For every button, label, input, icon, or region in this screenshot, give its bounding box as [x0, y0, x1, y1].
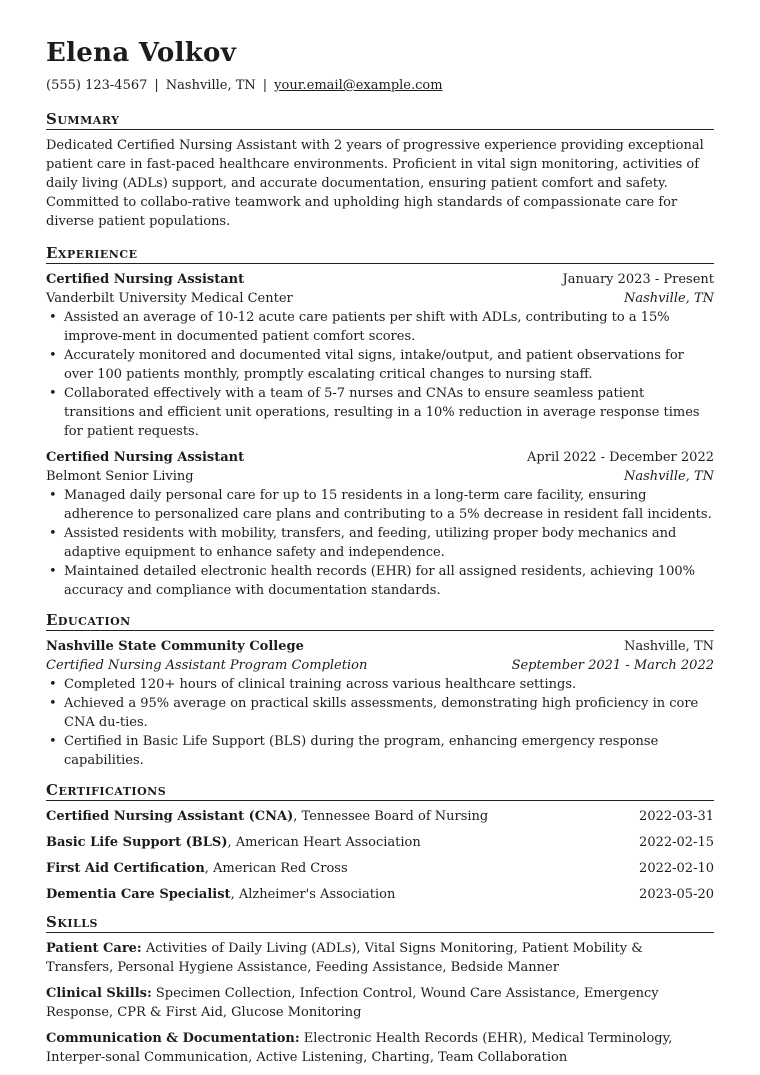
job-title: Certified Nursing Assistant [46, 272, 245, 287]
skill-group-list: Activities of Daily Living (ADLs), Vital Signs Monitoring, Patient Mobility & Transfers, Personal Hygiene Assistance, Feeding Assistance, Bedside Manner [46, 941, 643, 975]
job-bullet: • Accurately monitored and documented vital signs, intake/output, and patient observations for over 100 patients monthly, promptly escalating critical changes to nursing staff. [64, 346, 714, 384]
job-location: Nashville, TN [624, 469, 714, 484]
certification-name: First Aid Certification [46, 861, 205, 876]
certification-date: 2022-03-31 [639, 809, 714, 824]
skill-group [46, 939, 714, 977]
job-bullets [46, 486, 714, 600]
program-name: Certified Nursing Assistant Program Completion [46, 658, 368, 673]
skill-group-list: Specimen Collection, Infection Control, Wound Care Assistance, Emergency Response, CPR & First Aid, Glucose Monitoring [46, 986, 659, 1020]
school-name: Nashville State Community College [46, 639, 304, 654]
job-bullet: • Assisted an average of 10-12 acute care patients per shift with ADLs, contributing to a 15% improve-ment in documented patient comfort scores. [64, 308, 714, 346]
location: Nashville, TN [165, 78, 256, 93]
job-entry [46, 448, 714, 600]
job-title: Certified Nursing Assistant [46, 450, 245, 465]
job-subheader [46, 467, 714, 486]
candidate-name: Elena Volkov [46, 38, 237, 68]
job-header [46, 448, 714, 467]
experience-heading: Experience [46, 243, 714, 264]
job-bullet: • Assisted residents with mobility, transfers, and feeding, utilizing proper body mechanics and adaptive equipment to enhance safety and independence. [64, 524, 714, 562]
job-subheader [46, 289, 714, 308]
education-bullets [46, 675, 714, 770]
certification-name: Dementia Care Specialist [46, 887, 231, 902]
contact-line [46, 77, 714, 95]
certification-item [46, 885, 714, 904]
school-location: Nashville, TN [624, 639, 714, 654]
skill-group-label: Clinical Skills: [46, 986, 152, 1001]
job-bullet: • Maintained detailed electronic health records (EHR) for all assigned residents, achieving 100% accuracy and compliance with documentation standards. [64, 562, 714, 600]
contact-separator: | [154, 78, 159, 93]
certifications-heading: Certifications [46, 780, 714, 801]
certification-issuer: , Alzheimer's Association [230, 887, 396, 902]
job-dates: April 2022 - December 2022 [527, 450, 714, 465]
education-heading: Education [46, 610, 714, 631]
summary-heading: Summary [46, 109, 714, 130]
certification-name: Basic Life Support (BLS) [46, 835, 228, 850]
job-location: Nashville, TN [624, 291, 714, 306]
skill-group-list: Electronic Health Records (EHR), Medical Terminology, Interper-sonal Communication, Active Listening, Charting, Team Collaboration [46, 1031, 673, 1065]
job-bullet: • Collaborated effectively with a team of 5-7 nurses and CNAs to ensure seamless patient transitions and efficient unit operations, resulting in a 10% reduction in average response times for patient requests. [64, 384, 714, 441]
job-dates: January 2023 - Present [562, 272, 714, 287]
job-entry [46, 270, 714, 441]
skill-group-label: Communication & Documentation: [46, 1031, 300, 1046]
employer: Belmont Senior Living [46, 469, 194, 484]
summary-text: Dedicated Certified Nursing Assistant with 2 years of progressive experience providing exceptional patient care in fast-paced healthcare environments. Proficient in vital sign monitoring, activities of daily living (ADLs) support, and accurate documentation, ensuring patient comfort and safety. Committed to collabo-rative teamwork and upholding high standards of compassionate care for diverse patient populations. [46, 138, 704, 229]
education-subheader [46, 656, 714, 675]
skill-group [46, 1029, 714, 1067]
certification-item [46, 833, 714, 852]
resume-page [46, 36, 714, 1067]
certification-item [46, 807, 714, 826]
certification-item [46, 859, 714, 878]
education-entry [46, 637, 714, 770]
job-bullet: • Managed daily personal care for up to 15 residents in a long-term care facility, ensuring adherence to personalized care plans and contributing to a 5% decrease in resident fall incidents. [64, 486, 714, 524]
certification-date: 2022-02-10 [639, 861, 714, 876]
certification-date: 2022-02-15 [639, 835, 714, 850]
job-bullets [46, 308, 714, 441]
skill-group [46, 984, 714, 1022]
skills-heading: Skills [46, 912, 714, 933]
contact-separator: | [262, 78, 268, 93]
certification-issuer: , American Heart Association [227, 835, 421, 850]
certifications-list [46, 807, 714, 904]
certification-name: Certified Nursing Assistant (CNA) [46, 809, 294, 824]
employer: Vanderbilt University Medical Center [46, 291, 293, 306]
certification-date: 2023-05-20 [639, 887, 714, 902]
education-bullet: • Achieved a 95% average on practical skills assessments, demonstrating high proficiency in core CNA du-ties. [64, 694, 714, 732]
job-header [46, 270, 714, 289]
skill-group-label: Patient Care: [46, 941, 142, 956]
email-link[interactable]: your.email@example.com [274, 78, 443, 93]
education-bullet: • Certified in Basic Life Support (BLS) during the program, enhancing emergency response capabilities. [64, 732, 714, 770]
education-header [46, 637, 714, 656]
certification-issuer: , Tennessee Board of Nursing [293, 809, 489, 824]
education-bullet: • Completed 120+ hours of clinical training across various healthcare settings. [64, 675, 714, 694]
phone-number: (555) 123-4567 [46, 78, 148, 93]
certification-issuer: , American Red Cross [204, 861, 348, 876]
education-dates: September 2021 - March 2022 [511, 658, 714, 673]
